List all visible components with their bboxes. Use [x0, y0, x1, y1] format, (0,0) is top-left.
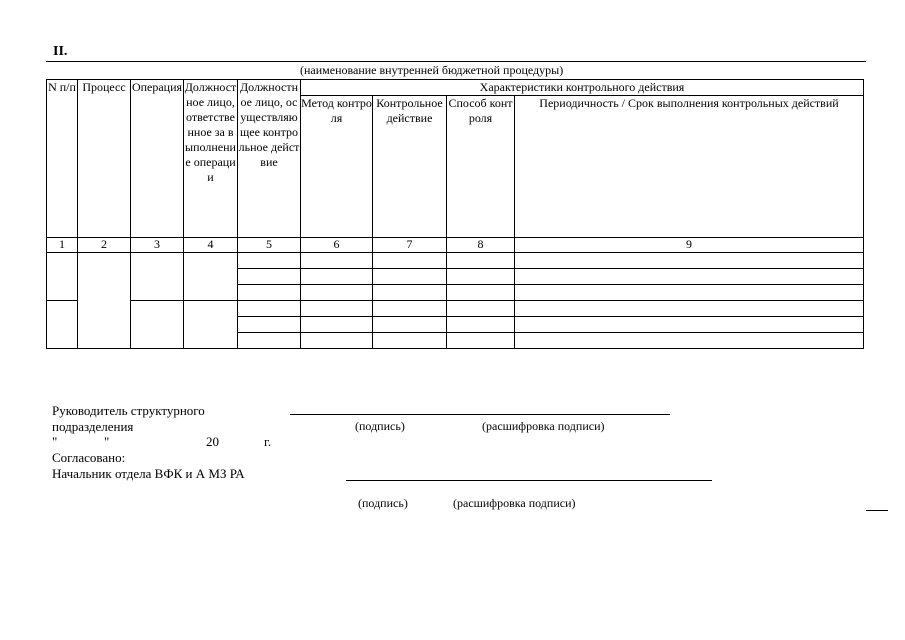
date-year: 20	[206, 434, 219, 449]
decode-label-2: (расшифровка подписи)	[453, 496, 576, 510]
empty-cell	[515, 253, 864, 269]
signature-line-1	[290, 414, 670, 415]
col-header-periodicity: Периодичность / Срок выполнения контрольных действий	[515, 96, 864, 238]
col-header-controller: Должностное лицо, осуществляющее контрольное действие	[238, 80, 301, 238]
col-number: 6	[301, 238, 373, 253]
col-header-method: Метод контроля	[301, 96, 373, 238]
col-header-way: Способ контроля	[447, 96, 515, 238]
procedure-name-line	[46, 61, 866, 62]
empty-cell	[47, 301, 78, 349]
head-title-line1: Руководитель структурного	[52, 403, 205, 418]
signature-line-2	[346, 480, 712, 481]
section-number: II.	[53, 44, 68, 59]
empty-cell	[301, 253, 373, 269]
empty-cell	[131, 253, 184, 301]
empty-cell	[447, 253, 515, 269]
col-number: 3	[131, 238, 184, 253]
col-number: 2	[78, 238, 131, 253]
col-number: 9	[515, 238, 864, 253]
empty-cell	[78, 253, 131, 349]
head-title-line2: подразделения	[52, 419, 134, 434]
procedure-caption: (наименование внутренней бюджетной процедуры)	[300, 63, 564, 77]
signature-label-2: (подпись)	[358, 496, 408, 510]
col-header-process: Процесс	[78, 80, 131, 238]
control-table	[46, 79, 864, 349]
col-header-action: Контрольное действие	[373, 96, 447, 238]
agreed-label: Согласовано:	[52, 450, 126, 465]
empty-cell	[373, 253, 447, 269]
empty-cell	[131, 301, 184, 349]
chief-title: Начальник отдела ВФК и А МЗ РА	[52, 466, 245, 481]
table-row	[47, 301, 864, 317]
col-number: 1	[47, 238, 78, 253]
empty-cell	[238, 253, 301, 269]
group-header-control: Характеристики контрольного действия	[301, 80, 864, 96]
col-number: 5	[238, 238, 301, 253]
col-header-operation: Операция	[131, 80, 184, 238]
col-number: 4	[184, 238, 238, 253]
empty-cell	[184, 253, 238, 301]
empty-cell	[47, 253, 78, 301]
signature-label-1: (подпись)	[355, 419, 405, 433]
col-header-npp: N п/п	[47, 80, 78, 238]
col-header-responsible: Должностное лицо, ответственное за выполнение операции	[184, 80, 238, 238]
date-quote-close: "	[104, 434, 110, 449]
decode-label-1: (расшифровка подписи)	[482, 419, 605, 433]
date-quote-open: "	[52, 434, 58, 449]
col-number: 7	[373, 238, 447, 253]
col-number: 8	[447, 238, 515, 253]
empty-cell	[184, 301, 238, 349]
table-row	[47, 253, 864, 269]
page-edge-mark	[866, 510, 888, 511]
date-year-suffix: г.	[264, 434, 272, 449]
